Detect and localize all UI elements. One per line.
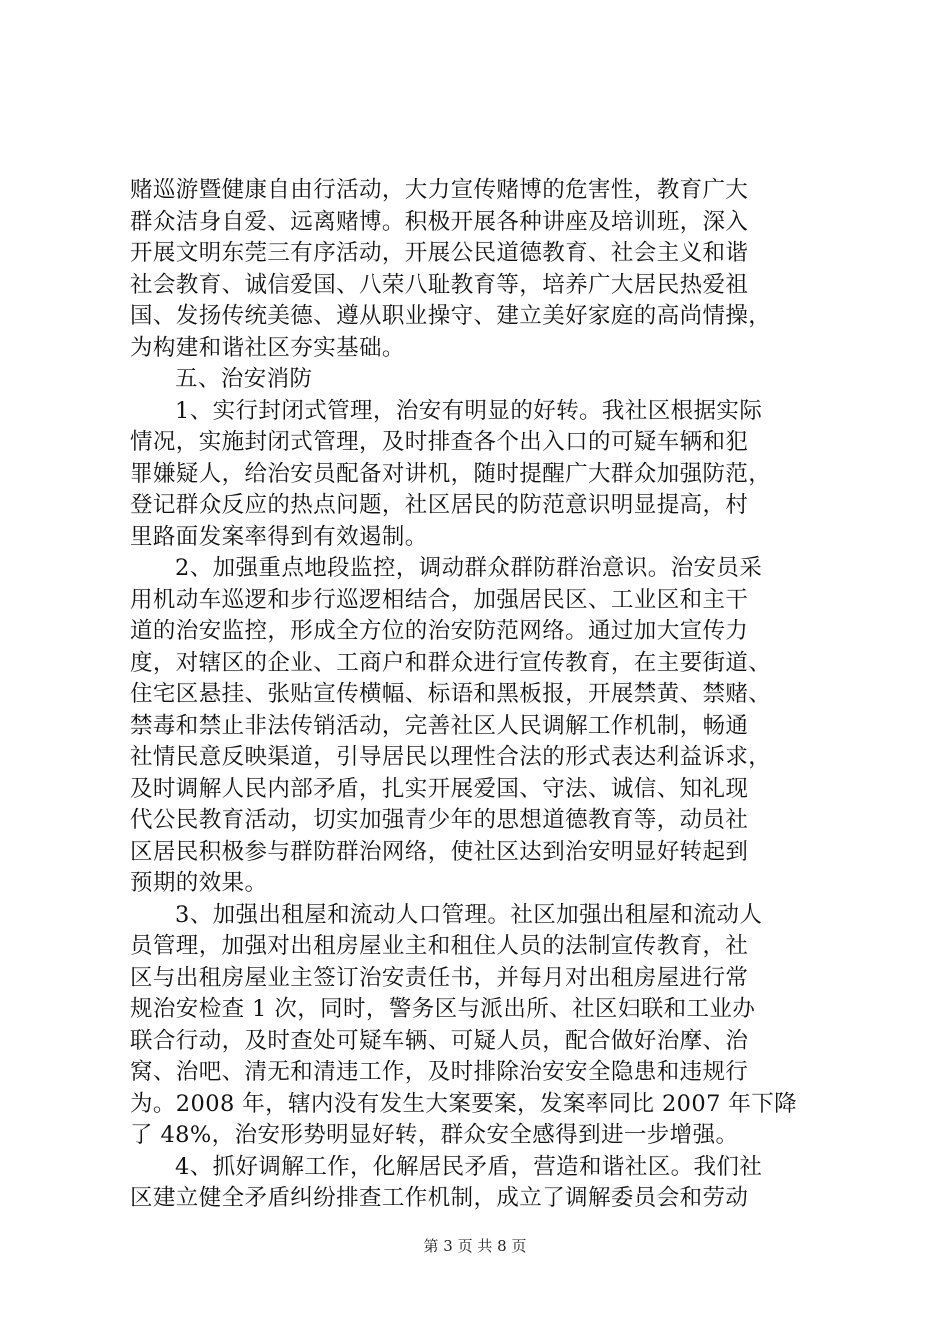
text-line: 社情民意反映渠道，引导居民以理性合法的形式表达利益诉求， <box>130 744 772 770</box>
text-line: 3、加强出租屋和流动人口管理。社区加强出租屋和流动人 <box>175 901 763 928</box>
text-line: 2、加强重点地段监控，调动群众群防群治意识。治安员采 <box>175 555 763 581</box>
text-line: 规治安检查 1 次，同时，警务区与派出所、社区妇联和工业办 <box>130 996 756 1022</box>
text-line: 住宅区悬挂、张贴宣传横幅、标语和黑板报，开展禁黄、禁赌、 <box>130 681 772 707</box>
text-line: 五、治安消防 <box>175 366 313 392</box>
text-line: 国、发扬传统美德、遵从职业操守、建立美好家庭的高尚情操， <box>130 303 772 329</box>
text-line: 联合行动，及时查处可疑车辆、可疑人员，配合做好治摩、治 <box>130 1027 749 1054</box>
text-line: 窝、治吧、清无和清违工作，及时排除治安安全隐患和违规行 <box>130 1059 749 1085</box>
text-line: 赌巡游暨健康自由行活动，大力宣传赌博的危害性，教育广大 <box>130 177 749 203</box>
text-line: 道的治安监控，形成全方位的治安防范网络。通过加大宣传力 <box>130 618 749 644</box>
text-line: 及时调解人民内部矛盾，扎实开展爱国、守法、诚信、知礼现 <box>130 775 749 802</box>
text-line: 区与出租房屋业主签订治安责任书，并每月对出租房屋进行常 <box>130 964 749 991</box>
text-line: 预期的效果。 <box>130 870 268 896</box>
text-line: 区建立健全矛盾纠纷排查工作机制，成立了调解委员会和劳动 <box>130 1185 749 1211</box>
text-line: 罪嫌疑人，给治安员配备对讲机，随时提醒广大群众加强防范， <box>130 460 772 487</box>
text-line: 为构建和谐社区夯实基础。 <box>130 334 405 361</box>
document-body <box>130 175 830 1215</box>
text-line: 登记群众反应的热点问题，社区居民的防范意识明显提高，村 <box>130 492 749 518</box>
text-line: 社会教育、诚信爱国、八荣八耻教育等，培养广大居民热爱祖 <box>130 271 749 298</box>
page-number-footer: 第 3 页 共 8 页 <box>423 1237 527 1255</box>
text-line: 4、抓好调解工作，化解居民矛盾，营造和谐社区。我们社 <box>175 1153 763 1180</box>
text-line: 禁毒和禁止非法传销活动，完善社区人民调解工作机制，畅通 <box>130 712 749 739</box>
text-line: 里路面发案率得到有效遏制。 <box>130 523 428 550</box>
text-line: 用机动车巡逻和步行巡逻相结合，加强居民区、工业区和主干 <box>130 586 749 613</box>
text-line: 区居民积极参与群防群治网络，使社区达到治安明显好转起到 <box>130 838 749 865</box>
text-line: 员管理，加强对出租房屋业主和租住人员的法制宣传教育，社 <box>130 933 749 959</box>
text-line: 为。2008 年，辖内没有发生大案要案，发案率同比 2007 年下降 <box>130 1090 798 1117</box>
text-line: 度，对辖区的企业、工商户和群众进行宣传教育，在主要街道、 <box>130 649 772 676</box>
text-line: 开展文明东莞三有序活动，开展公民道德教育、社会主义和谐 <box>130 240 749 266</box>
text-line: 情况，实施封闭式管理，及时排查各个出入口的可疑车辆和犯 <box>130 429 749 455</box>
text-line: 代公民教育活动，切实加强青少年的思想道德教育等，动员社 <box>130 807 749 833</box>
text-line: 1、实行封闭式管理，治安有明显的好转。我社区根据实际 <box>175 397 763 424</box>
text-line: 了 48%，治安形势明显好转，群众安全感得到进一步增强。 <box>130 1122 739 1148</box>
text-line: 群众洁身自爱、远离赌博。积极开展各种讲座及培训班，深入 <box>130 208 749 235</box>
